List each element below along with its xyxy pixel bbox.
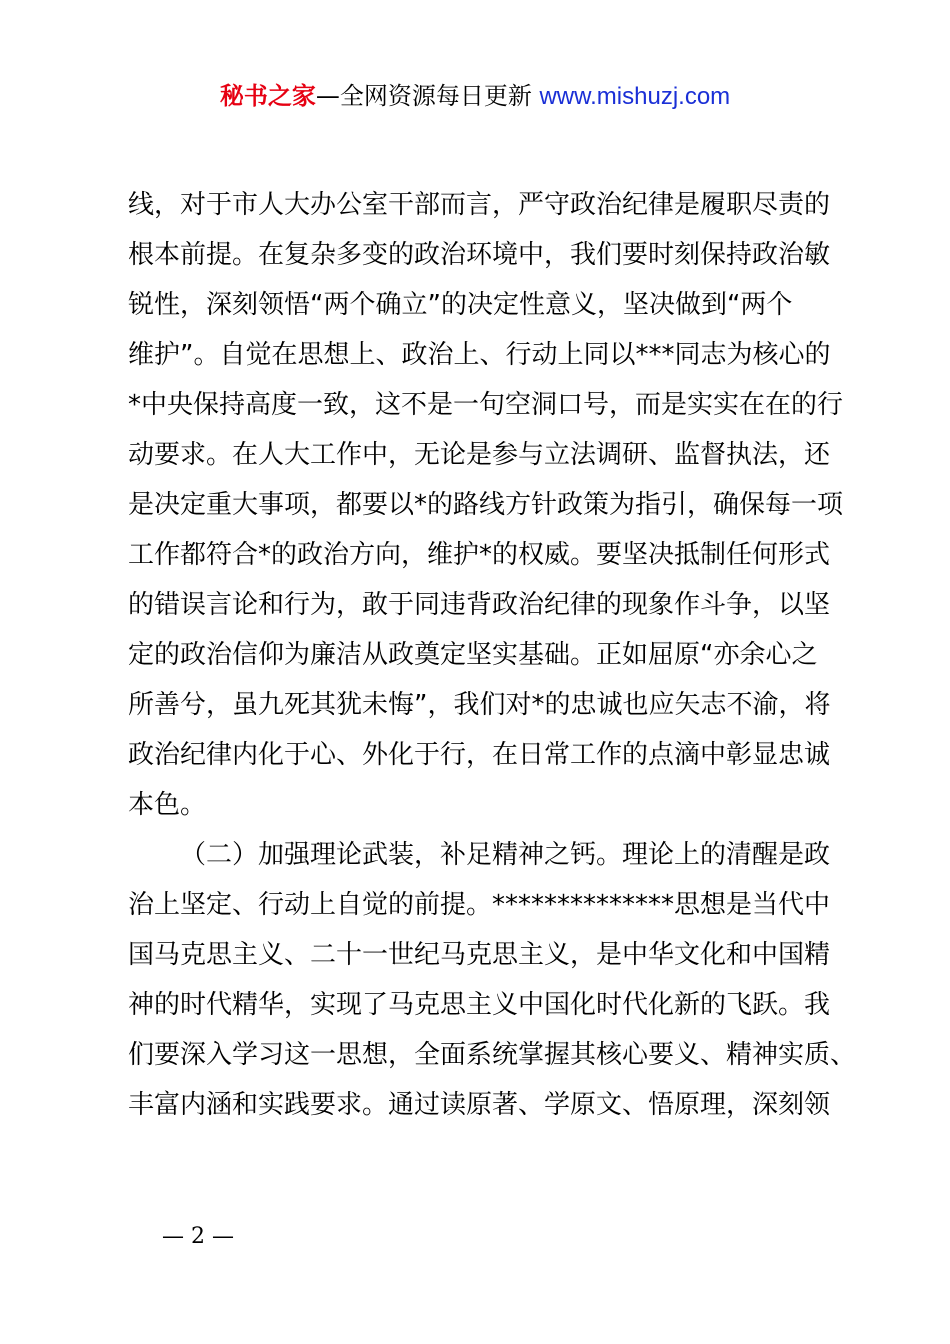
site-brand: 秘书之家 xyxy=(219,82,316,110)
site-tagline: —全网资源每日更新 xyxy=(315,82,540,110)
text-line: *中央保持高度一致，这不是一句空洞口号，而是实实在在的行 xyxy=(128,390,844,420)
document-body xyxy=(128,180,857,1130)
text-line: 是决定重大事项，都要以*的路线方针政策为指引，确保每一项 xyxy=(128,490,844,520)
text-line: 治上坚定、行动上自觉的前提。**************思想是当代中 xyxy=(128,890,831,920)
text-line: 本色。 xyxy=(128,790,207,820)
text-line: 线，对于市人大办公室干部而言，严守政治纪律是履职尽责的 xyxy=(128,190,831,220)
text-line: 工作都符合*的政治方向，维护*的权威。要坚决抵制任何形式 xyxy=(128,540,831,570)
text-line: 国马克思主义、二十一世纪马克思主义，是中华文化和中国精 xyxy=(128,940,831,970)
text-line: 根本前提。在复杂多变的政治环境中，我们要时刻保持政治敏 xyxy=(128,240,831,270)
text-line: 神的时代精华，实现了马克思主义中国化时代化新的飞跃。我 xyxy=(128,990,831,1020)
text-line: 动要求。在人大工作中，无论是参与立法调研、监督执法，还 xyxy=(128,440,831,470)
text-line: 所善兮，虽九死其犹未悔”，我们对*的忠诚也应矢志不渝，将 xyxy=(128,690,831,720)
site-url-link[interactable]: www.mishuzj.com xyxy=(539,83,731,110)
page-number: — 2 — xyxy=(162,1224,234,1249)
text-line: 锐性，深刻领悟“两个确立”的决定性意义，坚决做到“两个 xyxy=(128,290,793,320)
text-line: 丰富内涵和实践要求。通过读原著、学原文、悟原理，深刻领 xyxy=(128,1090,831,1120)
text-line: 定的政治信仰为廉洁从政奠定坚实基础。正如屈原“亦余心之 xyxy=(128,640,818,670)
text-line: 政治纪律内化于心、外化于行，在日常工作的点滴中彰显忠诚 xyxy=(128,740,831,770)
text-line: （二）加强理论武装，补足精神之钙。理论上的清醒是政 xyxy=(180,840,831,870)
paragraph-1 xyxy=(128,180,844,830)
paragraph-2 xyxy=(128,830,857,1130)
text-line: 维护”。自觉在思想上、政治上、行动上同以***同志为核心的 xyxy=(128,340,831,370)
site-header xyxy=(0,78,950,115)
text-line: 的错误言论和行为，敢于同违背政治纪律的现象作斗争，以坚 xyxy=(128,590,831,620)
text-line: 们要深入学习这一思想，全面系统掌握其核心要义、精神实质、 xyxy=(128,1040,857,1070)
